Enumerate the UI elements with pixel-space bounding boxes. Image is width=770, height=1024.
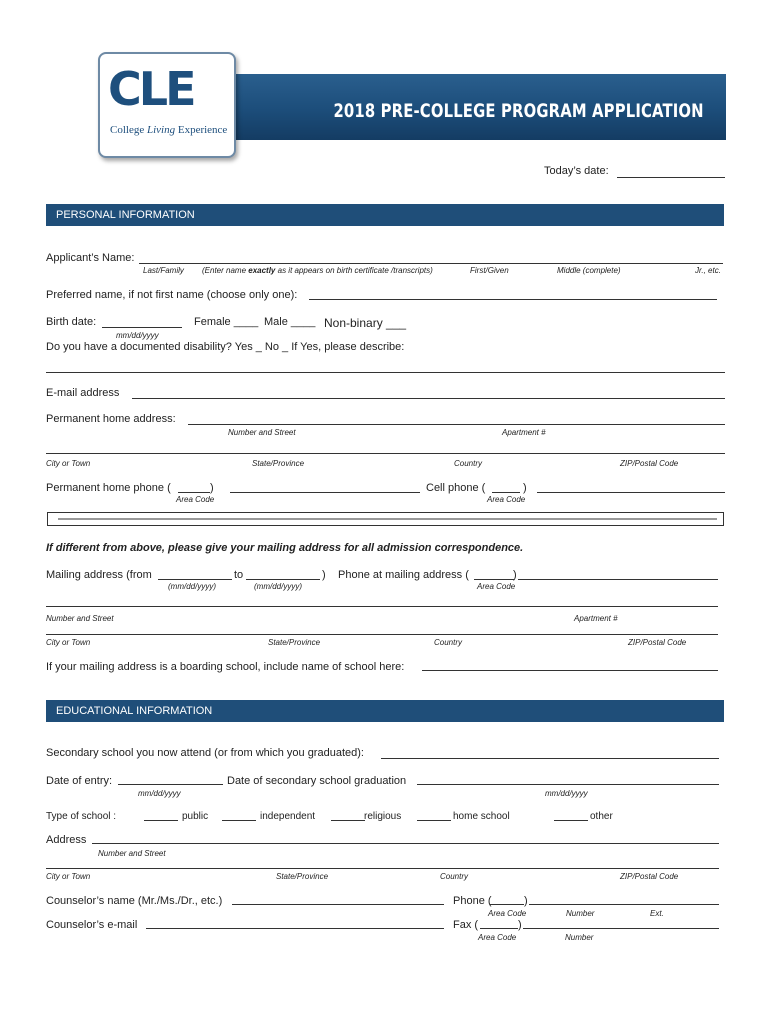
mailing-close-paren: )	[322, 569, 326, 581]
home-phone-label: Permanent home phone (	[46, 482, 171, 494]
secondary-school-field[interactable]	[381, 758, 719, 759]
home-address-label: Permanent home address:	[46, 413, 176, 425]
counselor-fax-number-field[interactable]	[523, 928, 719, 929]
caption-enter-bold: exactly	[248, 266, 276, 275]
caption-from-date: (mm/dd/yyyy)	[168, 582, 216, 591]
logo-subtitle-post: Experience	[175, 124, 228, 136]
mailing-to-label: to	[234, 569, 244, 581]
caption-school-country: Country	[440, 872, 469, 881]
secondary-school-label: Secondary school you now attend (or from which you graduated):	[46, 747, 364, 759]
cell-phone-area-field[interactable]	[492, 492, 520, 493]
section-personal-information: PERSONAL INFORMATION	[46, 204, 724, 226]
caption-mailing-city: City or Town	[46, 638, 91, 647]
gender-nonbinary-option[interactable]: Non-binary ___	[324, 316, 407, 330]
caption-school-state: State/Province	[276, 872, 329, 881]
caption-home-state: State/Province	[252, 459, 305, 468]
type-independent-blank[interactable]	[222, 820, 256, 821]
cell-phone-number-field[interactable]	[537, 492, 725, 493]
type-religious-label: religious	[364, 811, 402, 822]
school-street-field[interactable]	[92, 843, 719, 844]
gender-male-option[interactable]: Male ____	[264, 316, 316, 328]
school-city-field[interactable]	[46, 868, 719, 869]
caption-mailing-area-code: Area Code	[477, 582, 516, 591]
date-of-entry-field[interactable]	[118, 784, 223, 785]
counselor-phone-area-field[interactable]	[490, 904, 524, 905]
type-other-label: other	[590, 811, 613, 822]
type-home-school-label: home school	[453, 811, 510, 822]
mailing-phone-number-field[interactable]	[518, 579, 718, 580]
home-city-field[interactable]	[46, 453, 725, 454]
counselor-fax-area-field[interactable]	[480, 928, 518, 929]
type-home-school-blank[interactable]	[417, 820, 451, 821]
cell-phone-close-paren: )	[523, 482, 527, 494]
mailing-from-date-field[interactable]	[158, 579, 232, 580]
caption-cell-area-code: Area Code	[487, 495, 526, 504]
caption-school-zip: ZIP/Postal Code	[620, 872, 679, 881]
caption-first-given: First/Given	[470, 266, 509, 275]
mailing-from-label: Mailing address (from	[46, 569, 152, 581]
caption-mailing-zip: ZIP/Postal Code	[628, 638, 687, 647]
logo-subtitle-pre: College	[110, 124, 147, 136]
home-phone-area-field[interactable]	[178, 492, 210, 493]
graduation-date-label: Date of secondary school graduation	[227, 775, 407, 787]
mailing-heading: If different from above, please give your mailing address for all admission correspondence.	[46, 542, 524, 554]
caption-graduation-date: mm/dd/yyyy	[545, 789, 588, 798]
caption-enter-post: as it appears on birth certificate /transcripts)	[275, 266, 433, 275]
caption-counselor-ext: Ext.	[650, 909, 664, 918]
caption-school-city: City or Town	[46, 872, 91, 881]
boarding-school-field[interactable]	[422, 670, 718, 671]
mailing-city-field[interactable]	[46, 634, 718, 635]
home-phone-close-paren: )	[210, 482, 214, 494]
caption-fax-number: Number	[565, 933, 594, 942]
logo-letters: CLE	[108, 62, 194, 116]
email-field[interactable]	[132, 398, 725, 399]
caption-mailing-state: State/Province	[268, 638, 321, 647]
disability-question: Do you have a documented disability? Yes _ No _ If Yes, please describe:	[46, 341, 405, 353]
caption-counselor-number: Number	[566, 909, 595, 918]
caption-home-street: Number and Street	[228, 428, 296, 437]
caption-middle: Middle (complete)	[557, 266, 621, 275]
caption-home-city: City or Town	[46, 459, 91, 468]
applicant-name-label: Applicant’s Name:	[46, 252, 135, 264]
todays-date-label: Today’s date:	[544, 165, 609, 177]
counselor-phone-close-paren: )	[524, 895, 528, 907]
caption-enter-pre: (Enter name	[202, 266, 249, 275]
section-educational-information: EDUCATIONAL INFORMATION	[46, 700, 724, 722]
graduation-date-field[interactable]	[417, 784, 719, 785]
cell-phone-label: Cell phone (	[426, 482, 486, 494]
type-other-blank[interactable]	[554, 820, 588, 821]
birth-date-label: Birth date:	[46, 316, 97, 328]
counselor-phone-label: Phone (	[453, 895, 492, 907]
caption-enter-name	[202, 266, 433, 275]
disability-description-field[interactable]	[46, 372, 725, 373]
counselor-name-label: Counselor’s name (Mr./Ms./Dr., etc.)	[46, 895, 223, 907]
counselor-name-field[interactable]	[232, 904, 444, 905]
counselor-fax-label: Fax (	[453, 919, 479, 931]
mailing-phone-area-field[interactable]	[474, 579, 514, 580]
mailing-street-field[interactable]	[46, 606, 718, 607]
todays-date-field[interactable]	[617, 177, 725, 178]
caption-entry-date: mm/dd/yyyy	[138, 789, 181, 798]
caption-to-date: (mm/dd/yyyy)	[254, 582, 302, 591]
school-address-label: Address	[46, 834, 87, 846]
boarding-school-label: If your mailing address is a boarding school, include name of school here:	[46, 661, 405, 673]
mailing-phone-label: Phone at mailing address (	[338, 569, 469, 581]
caption-mailing-street: Number and Street	[46, 614, 114, 623]
cle-logo	[98, 52, 236, 158]
type-of-school-label: Type of school :	[46, 811, 117, 822]
logo-subtitle-italic: Living	[146, 124, 176, 136]
logo-subtitle	[110, 124, 227, 136]
birth-date-field[interactable]	[102, 327, 182, 328]
separator-box	[47, 512, 724, 526]
caption-fax-area-code: Area Code	[478, 933, 517, 942]
caption-jr: Jr., etc.	[695, 266, 721, 275]
home-street-field[interactable]	[188, 424, 725, 425]
preferred-name-field[interactable]	[309, 299, 717, 300]
counselor-phone-number-field[interactable]	[529, 904, 719, 905]
gender-female-option[interactable]: Female ____	[194, 316, 259, 328]
caption-last-family: Last/Family	[143, 266, 184, 275]
applicant-name-field[interactable]	[139, 263, 723, 264]
caption-home-area-code: Area Code	[176, 495, 215, 504]
caption-home-apartment: Apartment #	[502, 428, 546, 437]
header-banner	[160, 74, 726, 140]
caption-home-zip: ZIP/Postal Code	[620, 459, 679, 468]
caption-birth-date: mm/dd/yyyy	[116, 331, 159, 340]
form-title: 2018 PRE-COLLEGE PROGRAM APPLICATION	[333, 100, 704, 122]
type-religious-blank[interactable]	[331, 820, 365, 821]
type-independent-label: independent	[260, 811, 316, 822]
caption-mailing-apartment: Apartment #	[574, 614, 618, 623]
caption-home-country: Country	[454, 459, 483, 468]
caption-school-street: Number and Street	[98, 849, 166, 858]
mailing-to-date-field[interactable]	[246, 579, 320, 580]
counselor-email-field[interactable]	[146, 928, 444, 929]
date-of-entry-label: Date of entry:	[46, 775, 113, 787]
counselor-fax-close-paren: )	[518, 919, 522, 931]
home-phone-number-field[interactable]	[230, 492, 420, 493]
type-public-blank[interactable]	[144, 820, 178, 821]
counselor-email-label: Counselor’s e-mail	[46, 919, 138, 931]
type-public-label: public	[182, 811, 209, 822]
caption-counselor-area-code: Area Code	[488, 909, 527, 918]
separator-bar	[58, 518, 717, 520]
email-label: E-mail address	[46, 387, 120, 399]
preferred-name-label: Preferred name, if not first name (choose only one):	[46, 289, 298, 301]
caption-mailing-country: Country	[434, 638, 463, 647]
mailing-phone-close-paren: )	[513, 569, 517, 581]
